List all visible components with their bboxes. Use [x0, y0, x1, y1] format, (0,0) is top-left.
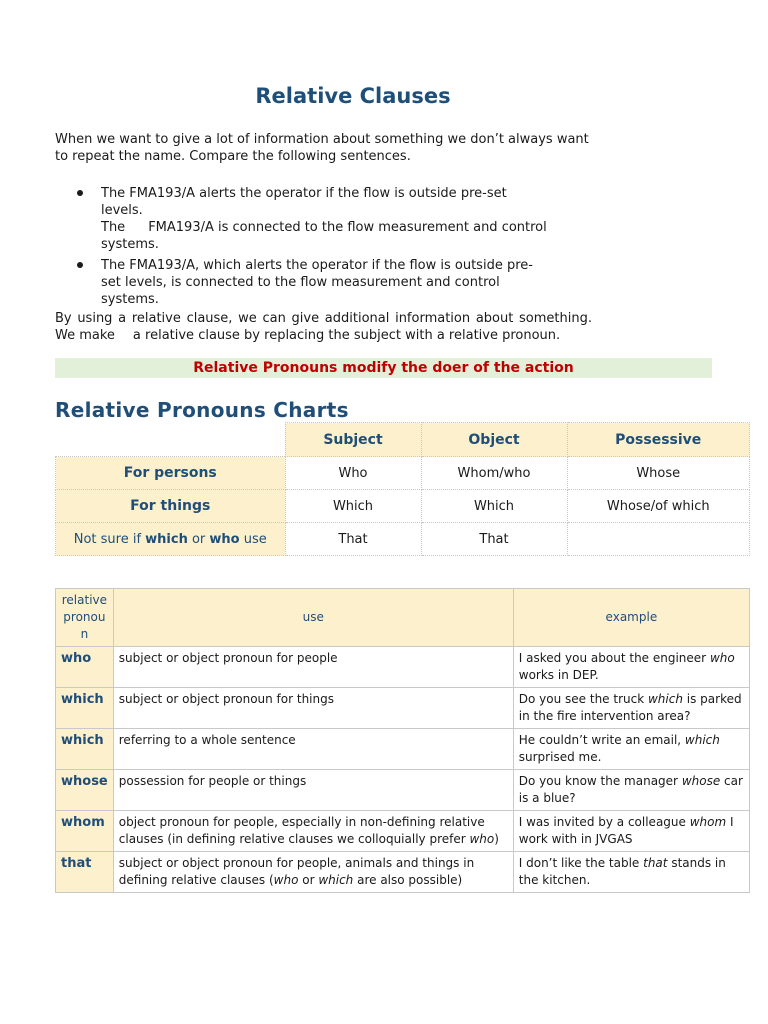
pronoun-cell: who: [56, 647, 114, 688]
example-text: surprised me.: [518, 750, 602, 764]
example-cell: [513, 770, 749, 811]
table-row: [56, 457, 750, 490]
table-row: [56, 647, 750, 688]
row-label: [56, 523, 286, 556]
use-text: are also possible): [353, 873, 463, 887]
example-keyword: who: [709, 651, 735, 665]
bullet-icon: [77, 262, 83, 268]
example-keyword: which: [684, 733, 720, 747]
label-keyword: which: [145, 531, 188, 547]
table-row: [56, 688, 750, 729]
table-cell: That: [421, 523, 567, 556]
header-line: n: [80, 627, 89, 641]
pronoun-chart-table: [55, 422, 750, 556]
bullet-item-1: [101, 185, 551, 253]
example-cell: [513, 729, 749, 770]
label-keyword: who: [209, 531, 240, 547]
bullet-item-2: The FMA193/A, which alerts the operator if the flow is outside pre-set levels, is connected to the flow measurement and control systems.: [101, 258, 533, 307]
use-keyword: who: [273, 873, 299, 887]
example-text: car is a blue?: [518, 774, 743, 805]
example-text: stands in the kitchen.: [518, 856, 726, 887]
label-text: or: [187, 531, 210, 547]
example-text: I asked you about the engineer: [518, 651, 710, 665]
example-text: He couldn’t write an email,: [518, 733, 685, 747]
table-header-row: [56, 423, 750, 457]
example-text: I don’t like the table: [518, 856, 644, 870]
label-text: use: [239, 531, 267, 547]
table-cell: Whose: [567, 457, 750, 490]
pronoun-cell: that: [56, 852, 114, 893]
header-line: pronou: [63, 610, 106, 624]
use-text: object pronoun for people, especially in non-defining relative clauses (in defining relative clauses we colloquially prefer: [118, 815, 485, 846]
table-cell: Whom/who: [421, 457, 567, 490]
header-possessive: Possessive: [567, 423, 750, 457]
intro-paragraph: When we want to give a lot of information about something we don’t always want to repeat the name. Compare the following sentences.: [55, 132, 589, 164]
table-row: [56, 811, 750, 852]
example-cell: [513, 688, 749, 729]
use-text: subject or object pronoun for people, animals and things in defining relative clauses (: [118, 856, 475, 887]
pronoun-cell: whose: [56, 770, 114, 811]
header-object: Object: [421, 423, 567, 457]
example-text: I work with in JVGAS: [518, 815, 734, 846]
table-cell: Which: [285, 490, 421, 523]
table-row: [56, 729, 750, 770]
label-text: Not sure if: [73, 531, 146, 547]
table-row: [56, 770, 750, 811]
bullet-1-line-1: The FMA193/A alerts the operator if the flow is outside pre-set levels.: [101, 186, 507, 218]
pronoun-cell: whom: [56, 811, 114, 852]
table-cell: [567, 523, 750, 556]
table-cell: That: [285, 523, 421, 556]
bullet-1-line-2a: The: [101, 220, 126, 235]
usage-table: [55, 588, 750, 893]
table-cell: Whose/of which: [567, 490, 750, 523]
use-cell: [113, 852, 513, 893]
use-keyword: who: [469, 832, 495, 846]
use-cell: [113, 811, 513, 852]
bullet-icon: [77, 190, 83, 196]
use-cell: referring to a whole sentence: [113, 729, 513, 770]
table-header-row: [56, 589, 750, 647]
example-keyword: which: [647, 692, 683, 706]
use-text: or: [298, 873, 319, 887]
use-text: ): [494, 832, 499, 846]
table-row: [56, 523, 750, 556]
explanation-paragraph: [55, 310, 592, 344]
header-subject: Subject: [285, 423, 421, 457]
example-text: Do you see the truck: [518, 692, 648, 706]
pronoun-cell: which: [56, 688, 114, 729]
example-keyword: that: [643, 856, 668, 870]
explanation-part-1: By using a relative clause, we can give additional information about something. We make: [55, 311, 592, 343]
row-label: For things: [56, 490, 286, 523]
pronoun-cell: which: [56, 729, 114, 770]
example-text: Do you know the manager: [518, 774, 682, 788]
example-text: I was invited by a colleague: [518, 815, 690, 829]
empty-corner-cell: [56, 423, 286, 457]
use-cell: subject or object pronoun for things: [113, 688, 513, 729]
page-title: Relative Clauses: [255, 84, 451, 108]
example-cell: [513, 811, 749, 852]
example-keyword: whom: [689, 815, 727, 829]
row-label: For persons: [56, 457, 286, 490]
use-keyword: which: [318, 873, 354, 887]
example-cell: [513, 852, 749, 893]
table-cell: Which: [421, 490, 567, 523]
section-heading: Relative Pronouns Charts: [55, 398, 349, 422]
header-use: use: [113, 589, 513, 647]
example-keyword: whose: [681, 774, 721, 788]
header-example: example: [513, 589, 749, 647]
table-cell: Who: [285, 457, 421, 490]
table-row: [56, 490, 750, 523]
example-text: is parked in the fire intervention area?: [518, 692, 742, 723]
use-cell: possession for people or things: [113, 770, 513, 811]
bullet-1-line-2b: FMA193/A is connected to the flow measurement and control systems.: [101, 220, 547, 252]
explanation-part-2: a relative clause by replacing the subject with a relative pronoun.: [132, 328, 561, 343]
example-text: works in DEP.: [518, 668, 599, 682]
header-pronoun: [56, 589, 114, 647]
highlight-banner: Relative Pronouns modify the doer of the action: [55, 358, 712, 378]
table-row: [56, 852, 750, 893]
header-line: relative: [61, 593, 108, 607]
example-cell: [513, 647, 749, 688]
use-cell: subject or object pronoun for people: [113, 647, 513, 688]
